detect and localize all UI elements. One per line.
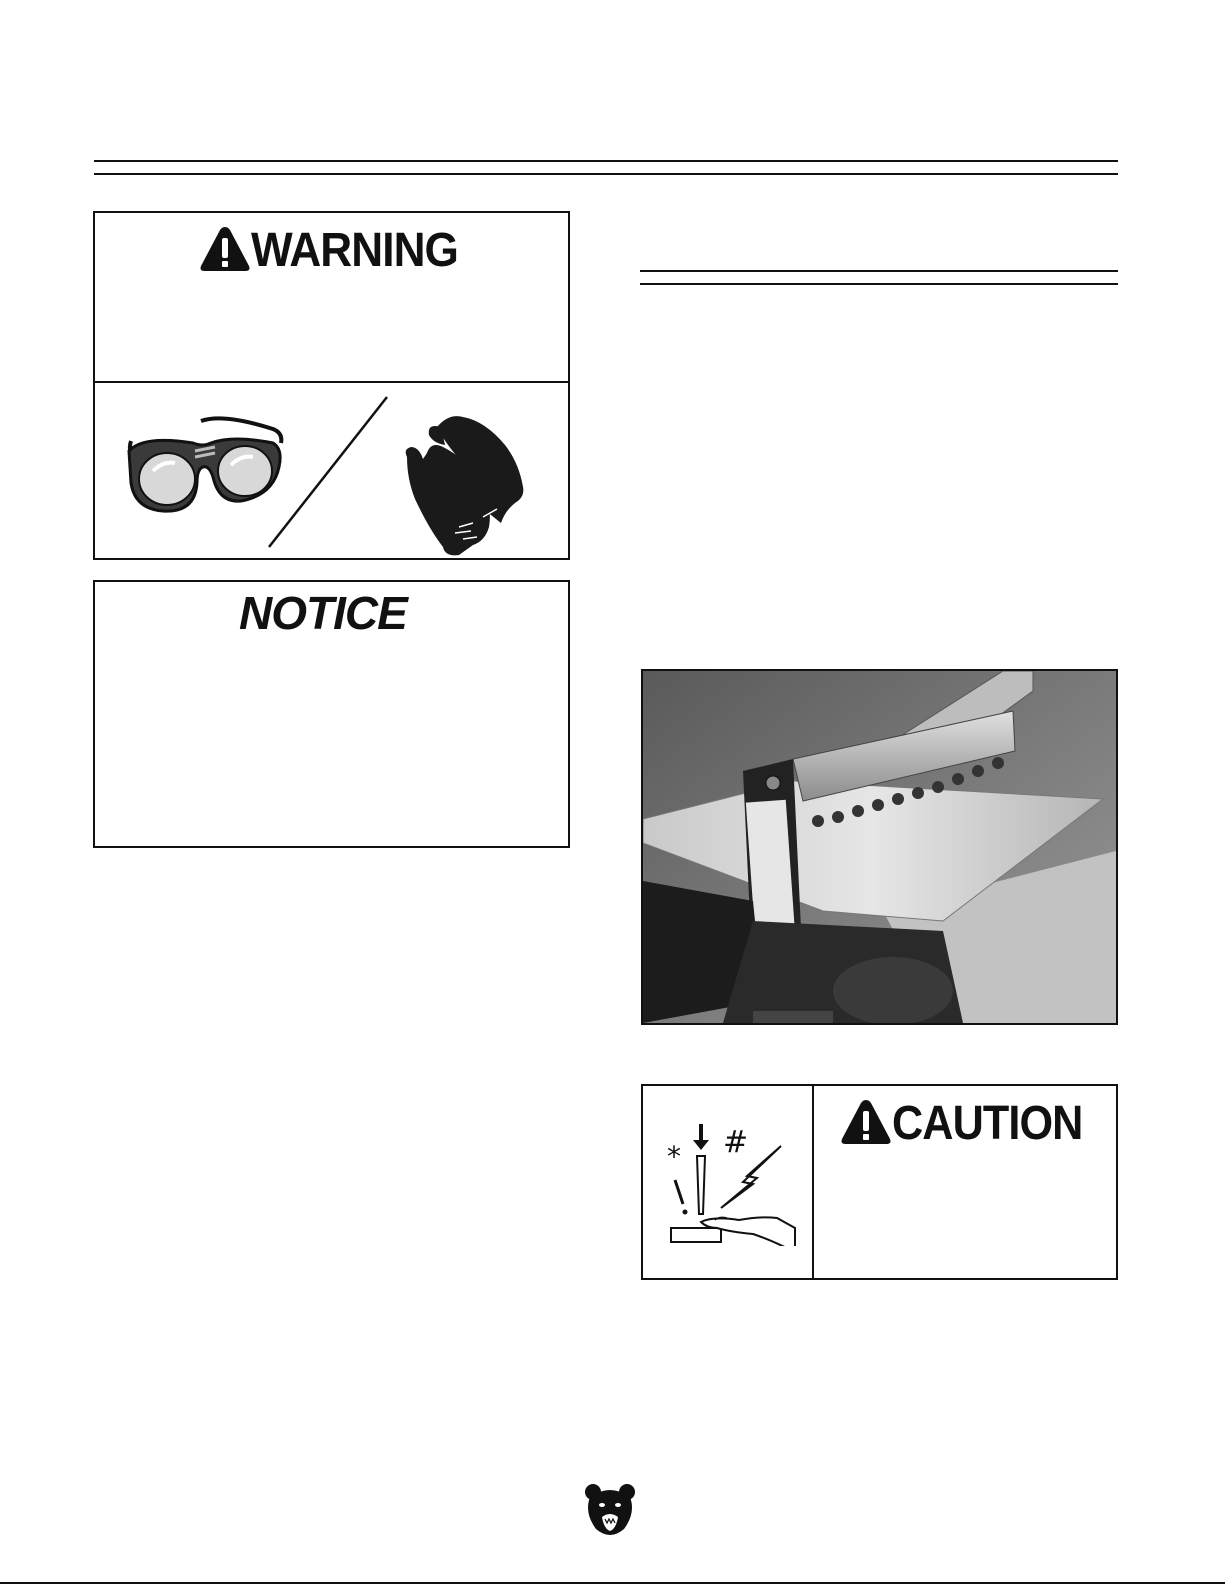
divider-slash xyxy=(265,393,395,553)
caution-triangle-icon xyxy=(840,1098,892,1146)
figure-photo xyxy=(641,669,1118,1025)
section-rule-bottom xyxy=(640,283,1118,285)
caution-title: CAUTION xyxy=(892,1097,1083,1150)
header-rule-bottom xyxy=(94,173,1118,175)
warning-divider xyxy=(95,381,568,383)
caution-header xyxy=(840,1094,1110,1154)
notice-title: NOTICE xyxy=(239,587,407,639)
hand-pinch-hazard-icon xyxy=(661,1116,801,1246)
section-rule-top xyxy=(640,270,1118,272)
caution-box xyxy=(641,1084,1118,1280)
svg-text:#: # xyxy=(723,1125,749,1160)
warning-box xyxy=(93,211,570,560)
caution-divider xyxy=(812,1086,814,1278)
shear-photo-illustration xyxy=(643,671,1116,1023)
header-rule-top xyxy=(94,160,1118,162)
warning-title: WARNING xyxy=(251,224,458,277)
footer-rule xyxy=(0,1582,1225,1584)
svg-text:*: * xyxy=(667,1140,681,1173)
grizzly-bear-logo-icon xyxy=(584,1483,636,1539)
warning-header xyxy=(199,221,479,281)
warning-triangle-icon xyxy=(199,225,251,273)
leather-gloves-icon xyxy=(397,411,527,559)
notice-box xyxy=(93,580,570,848)
